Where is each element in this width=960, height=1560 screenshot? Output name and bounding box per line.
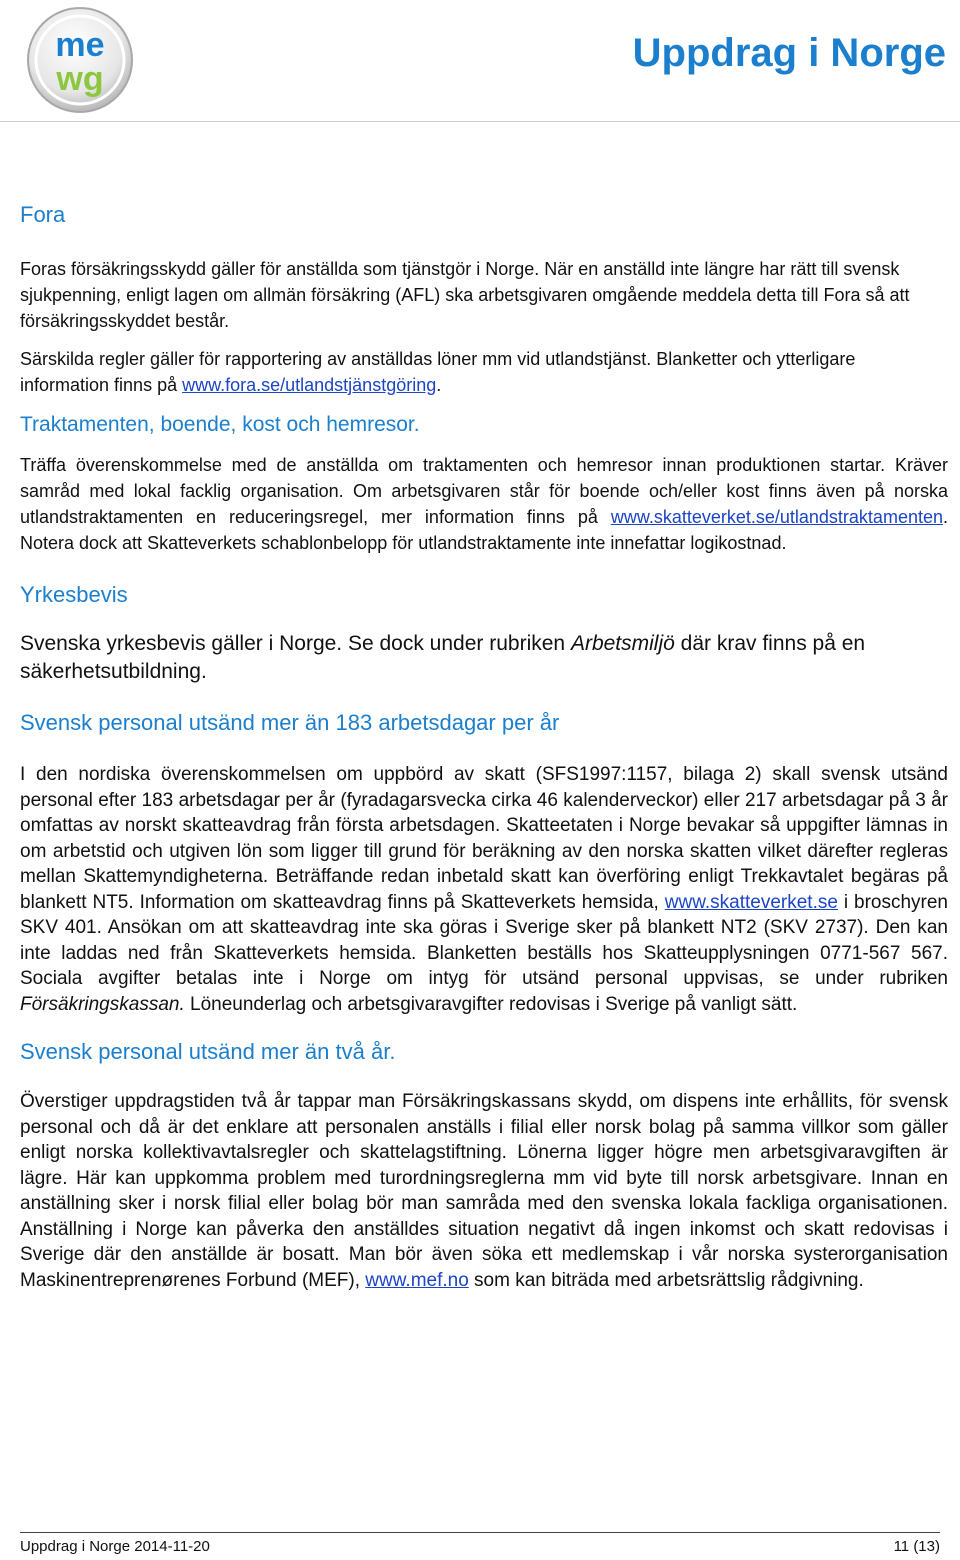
heading-fora: Fora	[20, 202, 66, 227]
heading-tva-ar: Svensk personal utsänd mer än två år.	[20, 1039, 396, 1064]
header-divider	[0, 121, 960, 122]
fora-p2-end: .	[436, 375, 442, 395]
footer-doc-info: Uppdrag i Norge 2014-11-20	[20, 1538, 210, 1555]
skatteverket-link[interactable]: www.skatteverket.se	[664, 891, 838, 913]
heading-183-dagar: Svensk personal utsänd mer än 183 arbetsdagar per år	[20, 710, 560, 735]
document-body	[20, 200, 948, 1293]
page-number: 11 (13)	[893, 1538, 940, 1555]
s183-text: I den nordiska överenskommelsen om uppbörd av skatt (SFS1997:1157, bilaga 2) skall svensk utsänd personal efter 183 arbetsdagar per år (fyradagarsvecka cirka 46 kalenderveckor) eller 217 arbetsdagar på 3 år omfattas av norskt skatteavdrag från första arbetsdagen. Skatteetaten i Norge bevakar så uppgifter lämnas in om arbetstid och utgiven lön som ligger till grund för beräkning av den norska skatten vilket därefter regleras mellan Skattemyndigheterna. Beträffande redan inbetald skatt kan överföring enligt Trekkavtalet begäras på blankett NT5. Information om skatteavdrag finns på Skatteverkets hemsida,	[20, 764, 948, 913]
logo-text-me: me	[55, 26, 105, 64]
traktamenten-text-end: . Notera dock att Skatteverkets schablonbelopp för utlandstraktamente inte innefattar logikostnad.	[20, 507, 948, 553]
fora-link[interactable]: www.fora.se/utlandstjänstgöring	[182, 375, 437, 395]
yrkesbevis-text: Svenska yrkesbevis gäller i Norge. Se dock under rubriken	[20, 632, 571, 655]
fora-p2-text: Särskilda regler gäller för rapportering av anställdas löner mm vid utlandstjänst. Blanketter och ytterligare information finns på	[20, 349, 856, 395]
traktamenten-paragraph	[20, 452, 948, 556]
fora-paragraph-1: Foras försäkringsskydd gäller för anställda som tjänstgör i Norge. När en anställd inte längre har rätt till svensk sjukpenning, enligt lagen om allmän försäkring (AFL) ska arbetsgivaren omgående meddela detta till Fora så att försäkringsskyddet består.	[20, 259, 910, 331]
yrkesbevis-paragraph	[20, 630, 948, 686]
document-title: Uppdrag i Norge	[632, 31, 946, 75]
s183-paragraph	[20, 762, 948, 1017]
skatteverket-traktamenten-link[interactable]: www.skatteverket.se/utlandstraktamenten	[610, 507, 943, 527]
s183-text-end: Löneunderlag och arbetsgivaravgifter redovisas i Sverige på vanligt sätt.	[184, 993, 798, 1015]
heading-traktamenten: Traktamenten, boende, kost och hemresor.	[20, 413, 420, 436]
mef-link[interactable]: www.mef.no	[365, 1269, 469, 1291]
mewg-logo	[22, 4, 140, 114]
fora-paragraph-2	[20, 346, 948, 398]
footer-divider	[20, 1532, 940, 1533]
s183-text-mid: i broschyren SKV 401. Ansökan om att skatteavdrag inte ska göras i Sverige sker på blankett NT2 (SKV 2737). Den kan inte laddas ned från Skatteverkets hemsida. Blanketten beställs hos Skatteupplysningen 0771-567 567. Sociala avgifter betalas inte i Norge om intyg för utsänd personal uppvisas, se under rubriken	[20, 891, 949, 989]
s183-italic: Försäkringskassan.	[20, 993, 185, 1015]
yrkesbevis-italic: Arbetsmiljö	[570, 632, 675, 655]
s2ar-paragraph	[20, 1089, 948, 1293]
traktamenten-text: Träffa överenskommelse med de anställda om traktamenten och hemresor innan produktionen startar. Kräver samråd med lokal facklig organisation. Om arbetsgivaren står för boende och/eller kost finns även på norska utlandstraktamenten en reduceringsregel, mer information finns på	[20, 455, 948, 527]
s2ar-text-end: som kan biträda med arbetsrättslig rådgivning.	[468, 1269, 864, 1291]
logo-text-wg: wg	[56, 60, 104, 98]
s2ar-text: Överstiger uppdragstiden två år tappar man Försäkringskassans skydd, om dispens inte erhållits, för svensk personal och då är det enklare att personalen anställs i filial eller norsk bolag på samma villkor som gäller enligt norska kollektivavtalsregler och skattelagstiftning. Lönerna ligger högre men arbetsgivaravgiften är lägre. Här kan uppkomma problem med turordningsreglerna mm vid byte till norsk arbetsgivare. Innan en anställning sker i norsk filial eller bolag bör man samråda med den svenska lokala fackliga organisationen. Anställning i Norge kan påverka den anställdes situation negativt då ingen inkomst och skatt redovisas i Sverige där den anställde är bosatt. Man bör även söka ett medlemskap i vår norska systerorganisation Maskinentreprenørenes Forbund (MEF),	[20, 1091, 948, 1291]
heading-yrkesbevis: Yrkesbevis	[20, 582, 128, 607]
yrkesbevis-text-end: där krav finns på en säkerhetsutbildning.	[20, 632, 866, 683]
